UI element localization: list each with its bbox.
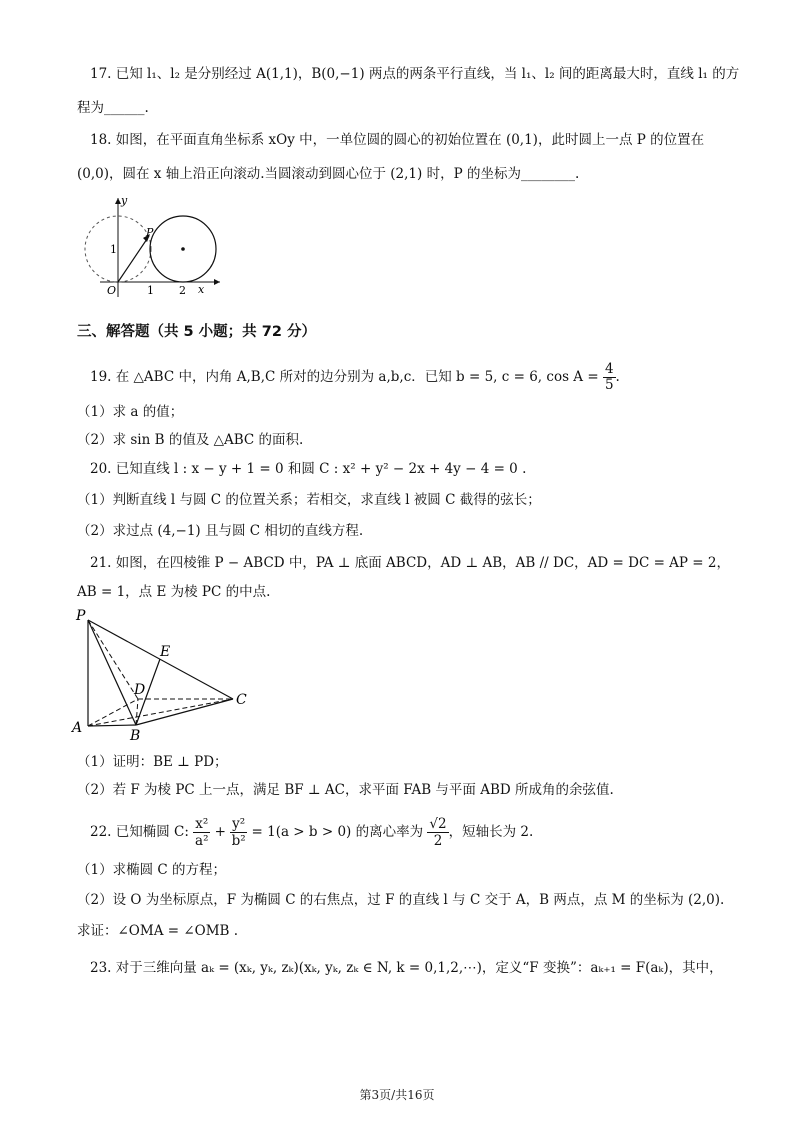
q19-stem — [90, 362, 620, 393]
label-p: P — [76, 608, 86, 624]
label-d: D — [134, 682, 146, 698]
eccentricity-fraction — [427, 816, 448, 849]
x2-numerator: x² — [195, 816, 209, 832]
edge-pd — [88, 620, 138, 699]
label-e: E — [160, 644, 171, 660]
q21-line2: AB = 1，点 E 为棱 PC 的中点. — [77, 584, 271, 600]
q18-figure — [70, 192, 230, 304]
axis-x-label: x — [198, 283, 205, 296]
q22-middle: = 1(a > b > 0) 的离心率为 — [247, 824, 428, 840]
cosA-denominator: 5 — [604, 377, 614, 393]
label-c: C — [236, 692, 247, 708]
q21-part2: （2）若 F 为棱 PC 上一点，满足 BF ⊥ AC，求平面 FAB 与平面 ABD 所成角的余弦值. — [77, 782, 614, 798]
tick-1x: 1 — [147, 284, 154, 297]
ellipse-x-fraction — [193, 816, 210, 849]
vector-op — [118, 236, 149, 282]
q20-stem: 20. 已知直线 l : x − y + 1 = 0 和圆 C : x² + y² − 2x + 4y − 4 = 0 . — [90, 461, 527, 477]
point-p-label: P — [146, 226, 154, 239]
q18-line2: (0,0)，圆在 x 轴上沿正向滚动.当圆滚动到圆心位于 (2,1) 时，P 的坐标为________. — [77, 166, 580, 182]
label-a: A — [72, 720, 83, 736]
q22-prefix: 22. 已知椭圆 C: — [90, 824, 194, 840]
q19-part1: （1）求 a 的值； — [77, 404, 184, 420]
q18-line1: 18. 如图，在平面直角坐标系 xOy 中，一单位圆的圆心的初始位置在 (0,1)，此时圆上一点 P 的位置在 — [90, 132, 705, 148]
label-b: B — [130, 728, 141, 744]
q20-part2: （2）求过点 (4,−1) 且与圆 C 相切的直线方程. — [77, 523, 364, 539]
q19-part2: （2）求 sin B 的值及 △ABC 的面积. — [77, 432, 304, 448]
q22-part1: （1）求椭圆 C 的方程； — [77, 862, 227, 878]
rolled-center — [181, 247, 185, 251]
q23-stem: 23. 对于三维向量 aₖ = (xₖ, yₖ, zₖ)(xₖ, yₖ, zₖ ∈ N, k = 0,1,2,⋯)，定义“F 变换”：aₖ₊₁ = F(aₖ)，其中， — [90, 960, 723, 976]
b2-denominator: b² — [231, 833, 246, 849]
q22-part2: （2）设 O 为坐标原点，F 为椭圆 C 的右焦点，过 F 的直线 l 与 C 交于 A，B 两点，点 M 的坐标为 (2,0). — [77, 892, 725, 908]
two-denominator: 2 — [433, 833, 443, 849]
x-axis-arrow — [214, 279, 220, 285]
q22-stem — [90, 816, 533, 849]
a2-denominator: a² — [195, 833, 209, 849]
q17-line2: 程为______. — [77, 100, 149, 116]
q19-period: . — [615, 369, 620, 385]
q21-line1: 21. 如图，在四棱锥 P − ABCD 中，PA ⊥ 底面 ABCD，AD ⊥ AB，AB // DC，AD = DC = AP = 2， — [90, 555, 730, 571]
edge-ab — [88, 725, 136, 726]
q19-text: 19. 在 △ABC 中，内角 A,B,C 所对的边分别为 a,b,c．已知 b = 5, c = 6, cos A = — [90, 369, 603, 385]
tick-2x: 2 — [179, 284, 186, 297]
q22-part3: 求证：∠OMA = ∠OMB . — [77, 923, 239, 939]
plus-sign: + — [214, 824, 226, 840]
diagonal-ac — [88, 699, 233, 726]
edge-bc — [136, 699, 233, 725]
section3-heading: 三、解答题（共 5 小题；共 72 分） — [77, 324, 316, 340]
page-footer: 第3页/共16页 — [359, 1088, 435, 1102]
ellipse-y-fraction — [230, 816, 247, 849]
q20-part1: （1）判断直线 l 与圆 C 的位置关系；若相交，求直线 l 被圆 C 截得的弦长； — [77, 492, 541, 508]
edge-pb — [88, 620, 136, 725]
q17-line1: 17. 已知 l₁、l₂ 是分别经过 A(1,1)，B(0,−1) 两点的两条平行直线，当 l₁、l₂ 间的距离最大时，直线 l₁ 的方 — [90, 66, 740, 82]
y2-numerator: y² — [232, 816, 246, 832]
q21-figure — [68, 604, 268, 744]
q21-part1: （1）证明：BE ⊥ PD； — [77, 754, 228, 770]
q22-suffix: ，短轴长为 2. — [448, 824, 534, 840]
sqrt2-numerator: √2 — [429, 816, 447, 832]
cosA-numerator: 4 — [604, 361, 614, 377]
cosA-fraction — [603, 362, 616, 393]
origin-label: O — [107, 284, 117, 297]
tick-1y: 1 — [110, 243, 117, 256]
axis-y-label: y — [121, 194, 128, 207]
